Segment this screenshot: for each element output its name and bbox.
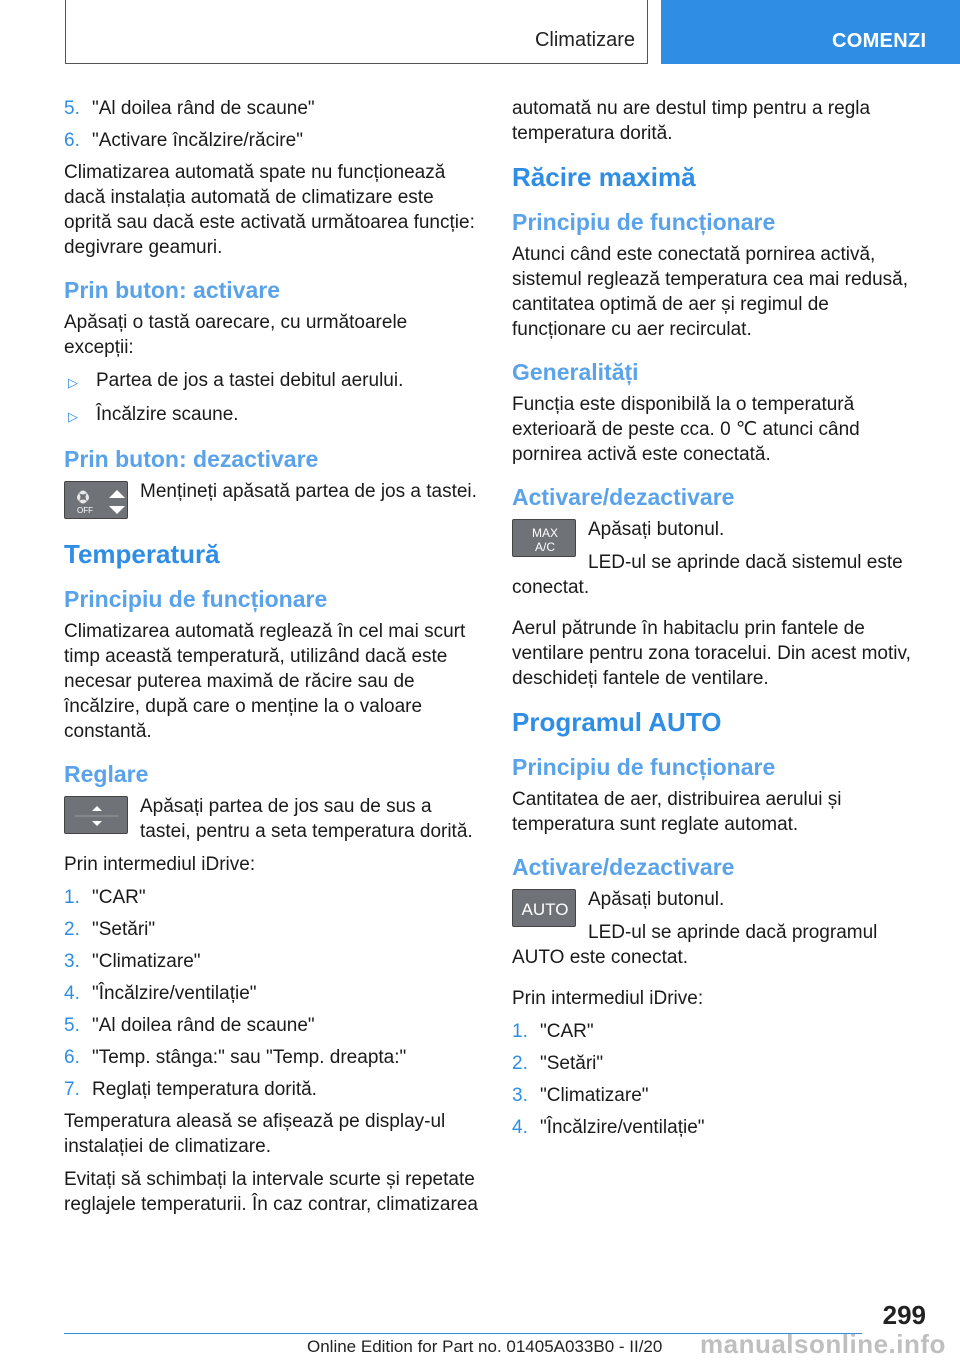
chapter-tab-label: COMENZI	[832, 30, 927, 52]
paragraph: Atunci când este conectată pornirea activă, sistemul reglează temperatura cea mai redusă, cantitatea optimă de aer și regimul de funcționare cu aer recirculat.	[512, 244, 909, 340]
paragraph: Prin intermediul iDrive:	[512, 988, 704, 1009]
svg-text:AUTO: AUTO	[521, 900, 569, 919]
max-ac-button-row	[512, 517, 926, 608]
paragraph: Aerul pătrunde în habitaclu prin fantele de ventilare pentru zona toracelui. Din acest motiv, deschideți fantele de ventilare.	[512, 618, 911, 689]
left-column	[64, 96, 478, 1225]
bullet-item: ▷ Încălzire scaune.	[64, 402, 478, 429]
list-item: 2. "Setări"	[64, 919, 156, 940]
heading-activare: Prin buton: activare	[64, 277, 280, 303]
triangle-bullet-icon: ▷	[68, 375, 78, 390]
watermark: manualsonline.info	[700, 1329, 946, 1359]
svg-text:OFF: OFF	[77, 506, 93, 515]
paragraph: automată nu are destul timp pentru a regla temperatura dorită.	[512, 98, 871, 144]
paragraph: Climatizarea automată spate nu funcționează dacă instalația automată de climatizare este oprită sau dacă este activată următoarea funcție: degivrare geamuri.	[64, 162, 475, 258]
list-item: 1. "CAR"	[512, 1021, 594, 1042]
paragraph: Temperatura aleasă se afișează pe display-ul instalației de climatizare.	[64, 1111, 446, 1157]
paragraph: LED-ul se aprinde dacă programul AUTO este conectat.	[512, 922, 878, 968]
list-item: 3. "Climatizare"	[64, 951, 201, 972]
paragraph: Apăsați butonul.	[588, 889, 725, 910]
paragraph: Climatizarea automată reglează în cel mai scurt timp această temperatură, utilizând dacă este necesar puterea maximă de răcire sau de încălzire, după care o menține la o valoare constantă.	[64, 621, 466, 742]
numbered-list-b	[64, 885, 478, 1102]
paragraph: Apăsați o tastă oarecare, cu următoarele excepții:	[64, 312, 408, 358]
section-title: Climatizare	[534, 29, 635, 51]
page-number: 299	[882, 1300, 926, 1330]
up-down-rocker-icon	[64, 796, 128, 834]
right-column	[512, 96, 926, 1147]
heading-generalitati: Generalități	[512, 359, 639, 385]
list-item: 7. Reglați temperatura dorită.	[64, 1079, 317, 1100]
heading-principiu: Principiu de funcționare	[512, 754, 776, 780]
max-ac-button-icon	[512, 519, 576, 557]
paragraph: Apăsați partea de jos sau de sus a tastei, pentru a seta temperatura dorită.	[140, 796, 473, 842]
list-item: 5. "Al doilea rând de scaune"	[64, 1015, 315, 1036]
paragraph: LED-ul se aprinde dacă sistemul este conectat.	[512, 552, 903, 598]
list-item: 6. "Activare încălzire/răcire"	[64, 130, 303, 151]
list-item: 4. "Încălzire/ventilație"	[64, 983, 257, 1004]
auto-button-icon	[512, 889, 576, 927]
list-item: 1. "CAR"	[64, 887, 146, 908]
list-item: 5. "Al doilea rând de scaune"	[64, 98, 315, 119]
temp-rocker-row	[64, 794, 478, 844]
heading-activare-dezactivare: Activare/dezactivare	[512, 484, 735, 510]
svg-text:MAX: MAX	[531, 526, 559, 540]
list-item: 4. "Încălzire/ventilație"	[512, 1117, 705, 1138]
paragraph: Funcția este disponibilă la o temperatură exterioară de peste cca. 0 ℃ atunci când pornirea activă este conectată.	[512, 394, 860, 465]
auto-button-row	[512, 887, 926, 978]
fan-off-button-icon	[64, 481, 128, 519]
list-item: 3. "Climatizare"	[512, 1085, 649, 1106]
paragraph: Cantitatea de aer, distribuirea aerului și temperatura sunt reglate automat.	[512, 789, 842, 835]
header-section-box	[65, 0, 648, 64]
heading-dezactivare: Prin buton: dezactivare	[64, 446, 319, 472]
bullet-item: ▷ Partea de jos a tastei debitul aerului.	[64, 368, 478, 395]
paragraph: Mențineți apăsată partea de jos a tastei.	[140, 481, 477, 502]
numbered-list-a	[64, 96, 478, 153]
numbered-list-c	[512, 1019, 926, 1140]
edition-text: Online Edition for Part no. 01405A033B0 - II/20	[307, 1337, 663, 1356]
heading-activare-dezactivare: Activare/dezactivare	[512, 854, 735, 880]
heading-principiu: Principiu de funcționare	[512, 209, 776, 235]
heading-reglare: Reglare	[64, 761, 149, 787]
heading-principiu: Principiu de funcționare	[64, 586, 328, 612]
list-item: 6. "Temp. stânga:" sau "Temp. dreapta:"	[64, 1047, 407, 1068]
svg-text:A/C: A/C	[534, 540, 556, 554]
heading-racire-maxima: Răcire maximă	[512, 162, 696, 192]
paragraph: Prin intermediul iDrive:	[64, 854, 256, 875]
paragraph: Apăsați butonul.	[588, 519, 725, 540]
heading-temperatura: Temperatură	[64, 539, 220, 569]
fan-off-button-row	[64, 479, 478, 523]
triangle-bullet-icon: ▷	[68, 409, 78, 424]
chapter-tab[interactable]	[661, 0, 960, 64]
heading-programul-auto: Programul AUTO	[512, 707, 722, 737]
paragraph: Evitați să schimbați la intervale scurte și repetate reglajele temperaturii. În caz contrar, climatizarea	[64, 1169, 478, 1215]
list-item: 2. "Setări"	[512, 1053, 604, 1074]
